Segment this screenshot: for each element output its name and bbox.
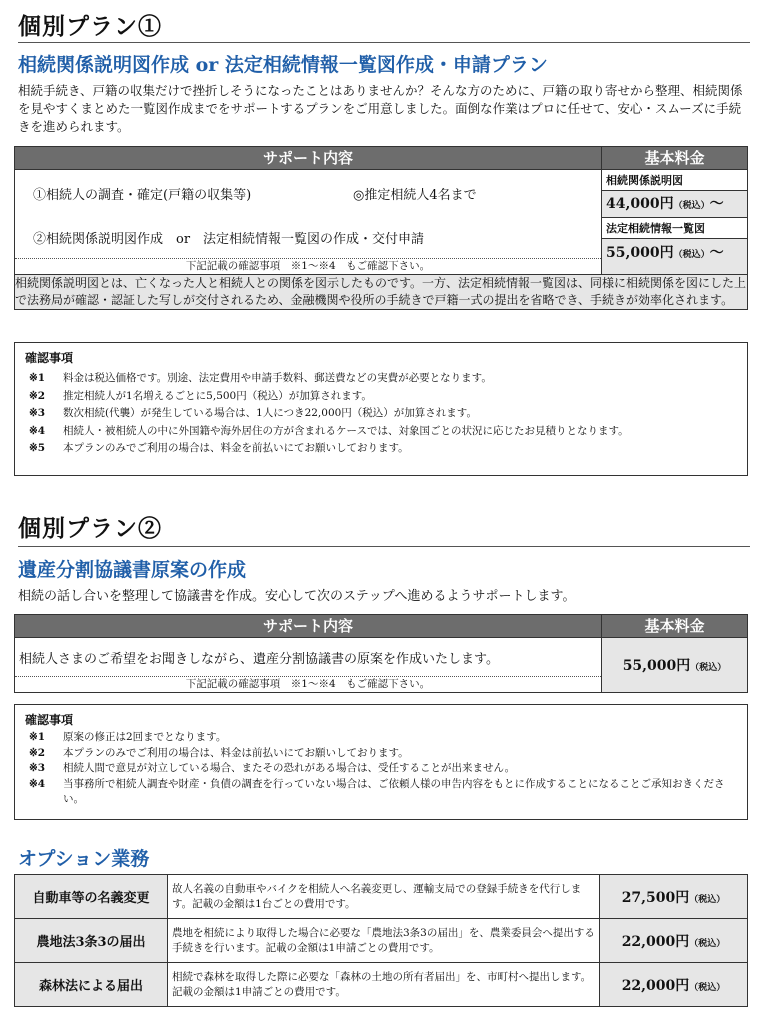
fee1-price: 44,000円 bbox=[606, 196, 674, 212]
fee2: 55,000円（税込）～ bbox=[606, 245, 724, 261]
list-item: ※5 本プランのみでご利用の場合は、料金を前払いにてお願いしております。 bbox=[29, 442, 409, 454]
option-desc: 農地を相続により取得した場合に必要な「農地法3条3の届出」を、農業委員会へ提出する手続きを行います。記載の金額は1申請ごとの費用です。 bbox=[168, 919, 600, 963]
option-price: 22,000円（税込） bbox=[600, 963, 748, 1007]
list-item: ※1 料金は税込価格です。別途、法定費用や申請手数料、郵送費などの実費が必要となります。 bbox=[29, 372, 492, 384]
option-name: 森林法による届出 bbox=[15, 963, 168, 1007]
plan1-heading: 個別プラン① bbox=[18, 13, 162, 40]
fee2-price: 55,000円 bbox=[606, 245, 674, 261]
support-header: サポート内容 bbox=[15, 147, 602, 170]
list-item: ※2 推定相続人が1名増えるごとに5,500円（税込）が加算されます。 bbox=[29, 389, 372, 402]
plan2-confirm-box bbox=[14, 704, 748, 820]
support-header: サポート内容 bbox=[15, 615, 602, 638]
check-note: 下記記載の確認事項 ※1～※4 もご確認下さい。 bbox=[15, 676, 601, 692]
plan2-heading: 個別プラン② bbox=[18, 515, 162, 542]
fee2-label: 法定相続情報一覧図 bbox=[602, 218, 747, 239]
list-item: ※1 原案の修正は2回までとなります。 bbox=[29, 731, 227, 743]
list-item: ※4 当事務所で相続人調査や財産・負債の調査を行っていない場合は、ご依頼人様の申告内容をもとに作成することになることご承知おきください。 bbox=[29, 777, 725, 805]
plan1-item1-note: ◎推定相続人4名まで bbox=[353, 188, 477, 203]
plan2-fee: 55,000円（税込） bbox=[622, 658, 727, 674]
divider bbox=[18, 546, 750, 547]
plan2-intro: 相続の話し合いを整理して協議書を作成。安心して次のステップへ進めるようサポートします。 bbox=[18, 589, 576, 604]
list-item: ※2 本プランのみでご利用の場合は、料金は前払いにてお願いしております。 bbox=[29, 746, 409, 759]
table-row bbox=[15, 919, 748, 963]
options-table bbox=[14, 874, 748, 1007]
option-desc: 相続で森林を取得した際に必要な「森林の土地の所有者届出」を、市町村へ提出します。記載の金額は1申請ごとの費用です。 bbox=[168, 963, 600, 1007]
fee1-label: 相続関係説明図 bbox=[602, 170, 747, 191]
plan1-title: 相続関係説明図作成 or 法定相続情報一覧図作成・申請プラン bbox=[18, 54, 548, 76]
options-title: オプション業務 bbox=[18, 848, 150, 870]
confirm-title: 確認事項 bbox=[25, 351, 74, 365]
fee-header: 基本料金 bbox=[602, 615, 748, 638]
plan1-confirm-box bbox=[14, 342, 748, 476]
plan2-title: 遺産分割協議書原案の作成 bbox=[18, 559, 247, 581]
plan1-item2: ②相続関係説明図作成 or 法定相続情報一覧図の作成・交付申請 bbox=[33, 232, 425, 247]
option-name: 自動車等の名義変更 bbox=[15, 875, 168, 919]
plan1-item1: ①相続人の調査・確定(戸籍の収集等) bbox=[33, 188, 252, 203]
option-price: 22,000円（税込） bbox=[600, 919, 748, 963]
confirm-list bbox=[15, 370, 747, 458]
list-item: ※3 相続人間で意見が対立している場合、またその恐れがある場合は、受任することが出来ません。 bbox=[29, 762, 516, 774]
table-row bbox=[15, 875, 748, 919]
divider bbox=[18, 42, 750, 43]
confirm-list bbox=[15, 730, 747, 808]
option-desc: 故人名義の自動車やバイクを相続人へ名義変更し、運輸支局での登録手続きを代行します。記載の金額は1台ごとの費用です。 bbox=[168, 875, 600, 919]
plan2-item: 相続人さまのご希望をお聞きしながら、遺産分割協議書の原案を作成いたします。 bbox=[19, 652, 499, 667]
option-name: 農地法3条3の届出 bbox=[15, 919, 168, 963]
check-note: 下記記載の確認事項 ※1～※4 もご確認下さい。 bbox=[15, 258, 601, 274]
plan2-table bbox=[14, 614, 748, 693]
confirm-title: 確認事項 bbox=[25, 713, 74, 727]
fee1: 44,000円（税込）～ bbox=[602, 191, 747, 218]
plan1-intro: 相続手続き、戸籍の収集だけで挫折しそうになったことはありませんか？そんな方のために、戸籍の取り寄せから整理、相続関係を見やすくまとめた一覧図作成までをサポートするプランをご用意しました。面倒な作業はプロに任せて、安心・スムーズに手続きを進められます。 bbox=[18, 83, 743, 134]
plan2-price: 55,000円 bbox=[622, 658, 691, 674]
list-item: ※3 数次相続(代襲）が発生している場合は、1人につき22,000円（税込）が加算されます。 bbox=[29, 407, 477, 419]
plan1-description: 相続関係説明図とは、亡くなった人と相続人との関係を図示したものです。一方、法定相続情報一覧図は、同様に相続関係を図にした上で法務局が確認・認証した写しが交付されるため、金融機関や役所の手続きで戸籍一式の提出を省略でき、手続きが効率化されます。 bbox=[15, 275, 748, 310]
list-item: ※4 相続人・被相続人の中に外国籍や海外居住の方が含まれるケースでは、対象国ごとの状況に応じたお見積りとなります。 bbox=[29, 424, 629, 437]
plan1-table bbox=[14, 146, 748, 310]
option-price: 27,500円（税込） bbox=[600, 875, 748, 919]
table-row bbox=[15, 963, 748, 1007]
fee-header: 基本料金 bbox=[602, 147, 748, 170]
